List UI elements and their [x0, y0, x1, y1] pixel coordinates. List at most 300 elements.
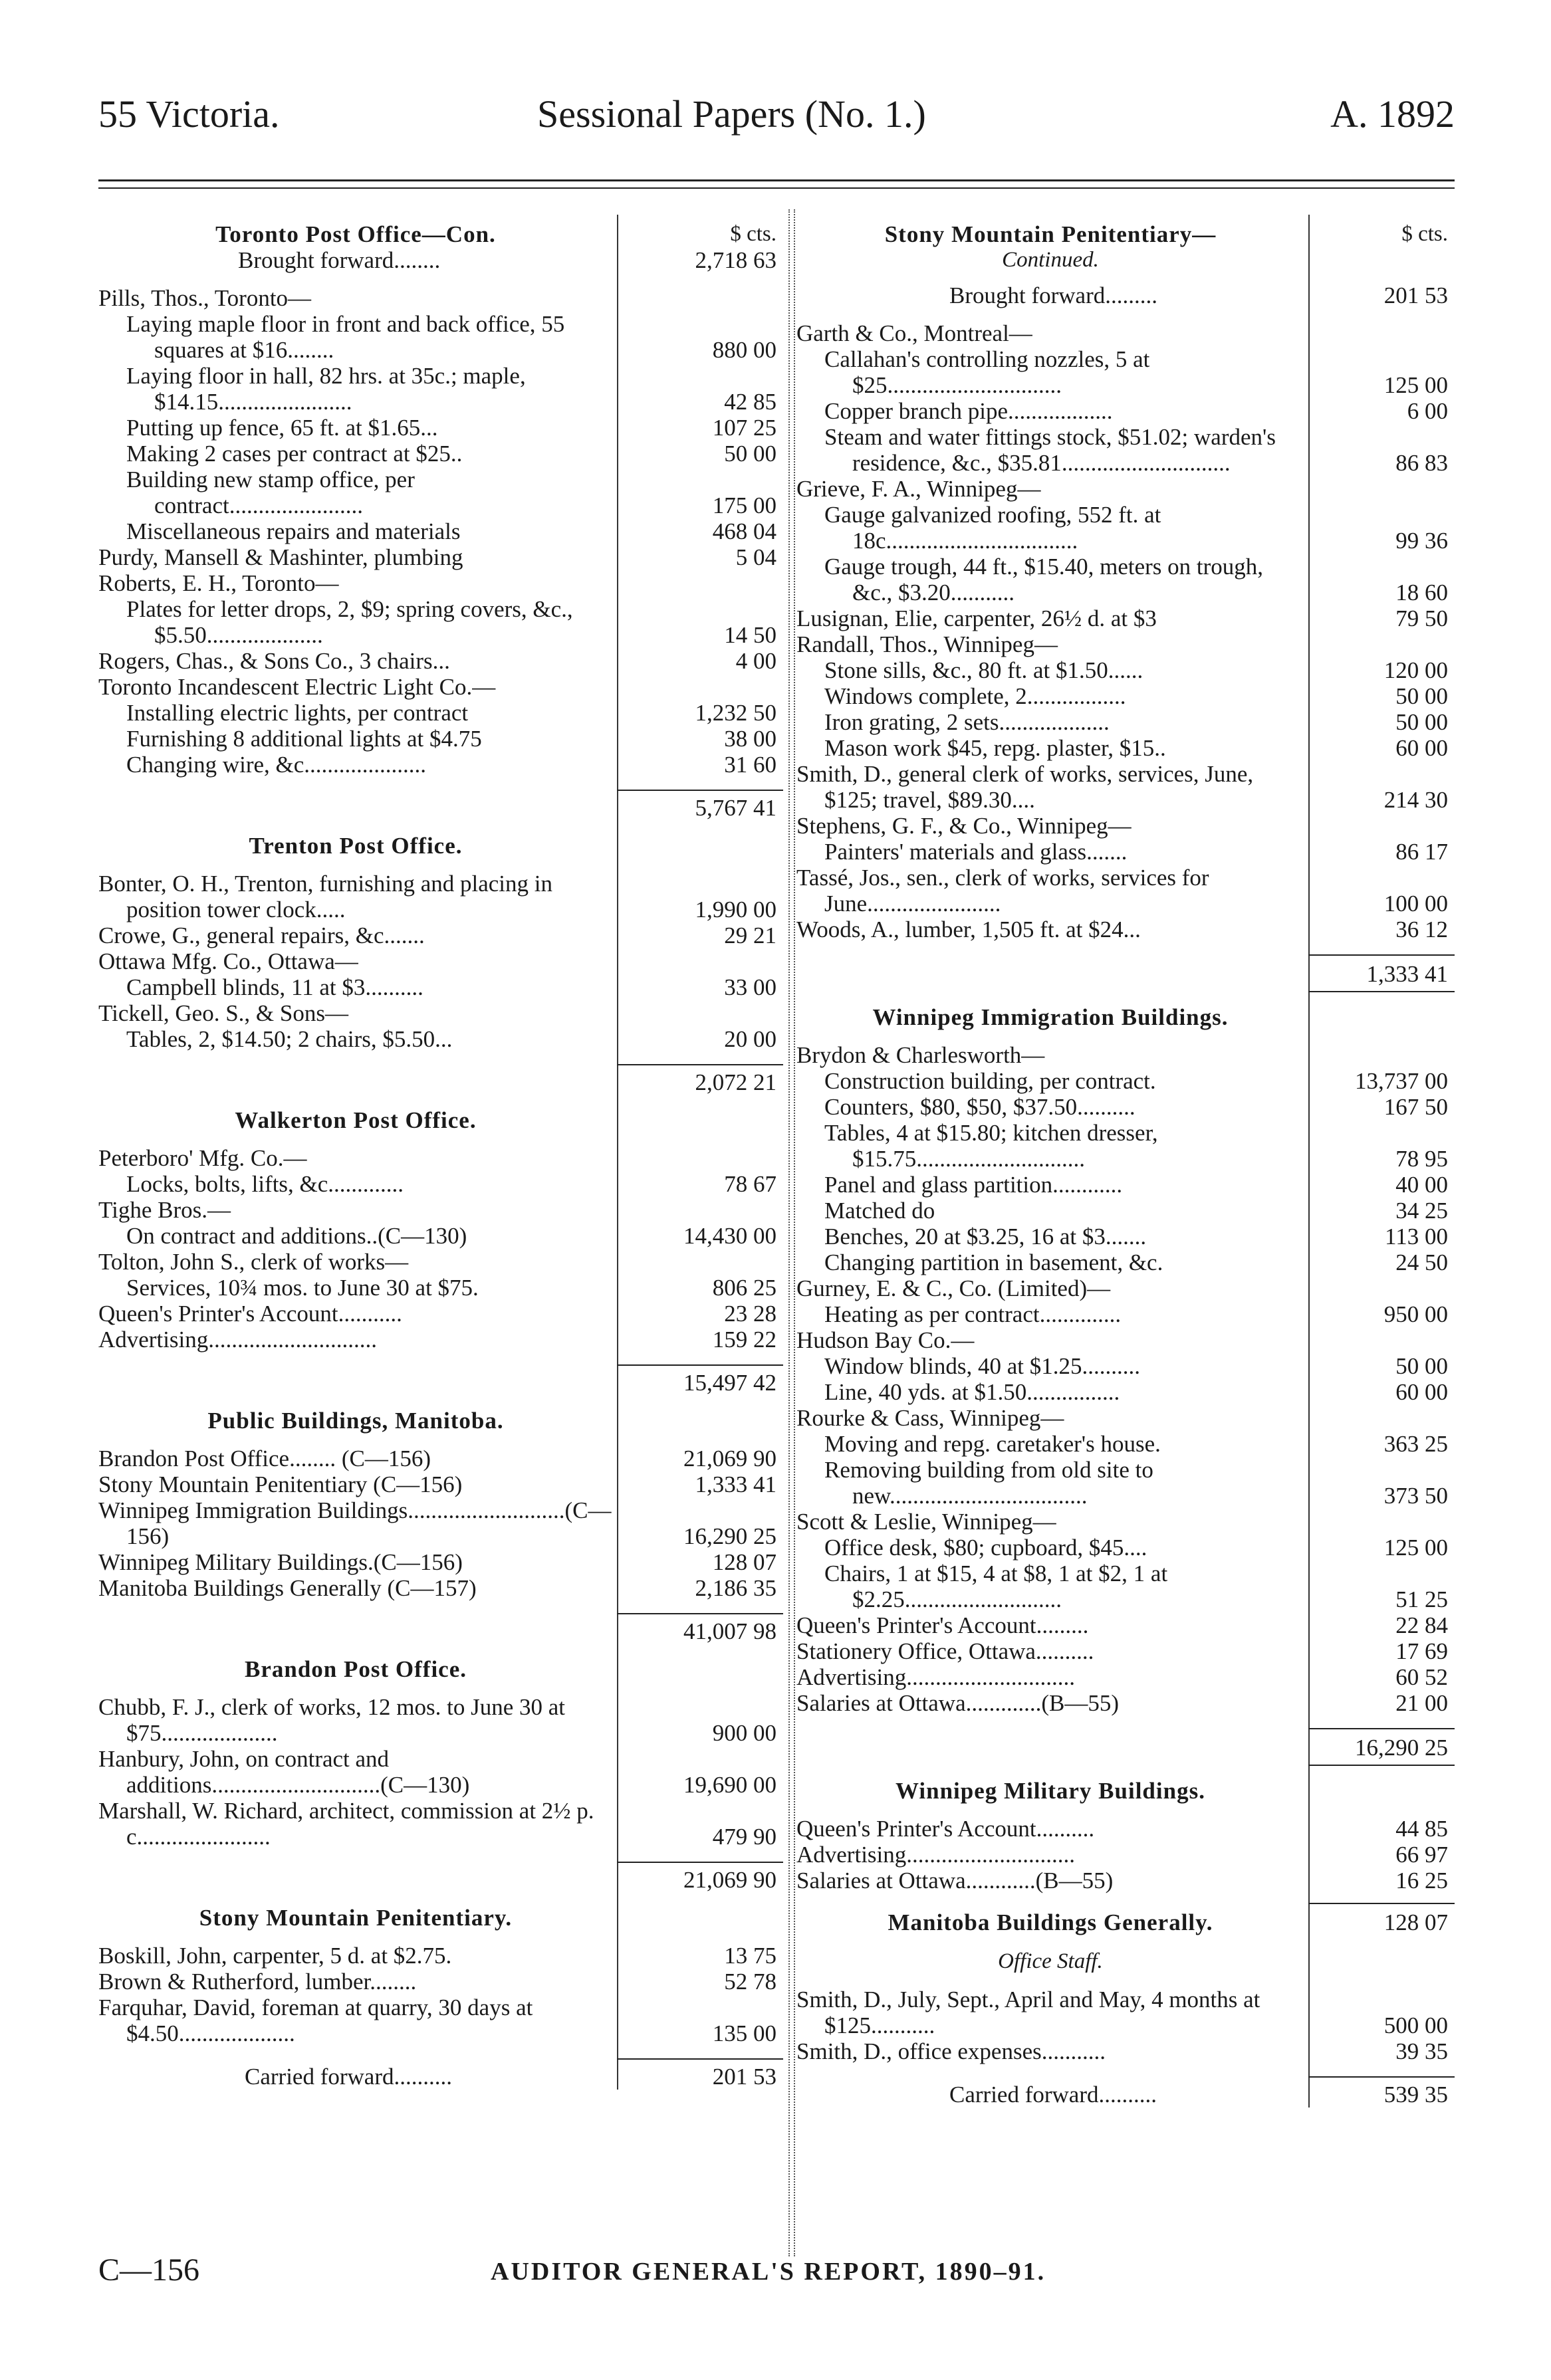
ledger-entry: [796, 554, 1455, 605]
entry-amount: 24 50: [1395, 1249, 1448, 1275]
ledger-entry: [796, 1868, 1455, 1893]
ledger-entry: [796, 1224, 1455, 1249]
carried-forward-row: [98, 2058, 783, 2090]
entry-description: Stony Mountain Penitentiary (C—156): [98, 1471, 463, 1497]
ledger-entry: [796, 424, 1455, 476]
section-subheading: Office Staff.: [998, 1949, 1103, 1973]
entry-amount: 18 60: [1395, 580, 1448, 605]
stony-entries: [98, 1943, 783, 2046]
ledger-entry: [796, 1379, 1455, 1405]
ledger-entry: [796, 1612, 1455, 1638]
entry-description: Crowe, G., general repairs, &c.......: [98, 922, 425, 948]
ledger-entry: [98, 1026, 783, 1052]
entry-amount: 60 00: [1395, 735, 1448, 761]
entry-amount: 13 75: [724, 1943, 776, 1969]
entry-description: Woods, A., lumber, 1,505 ft. at $24...: [796, 917, 1141, 942]
entry-description: Salaries at Ottawa.............(B—55): [796, 1690, 1120, 1716]
ledger-entry: [98, 596, 783, 648]
ledger-entry: [98, 1969, 783, 1995]
entry-description: Furnishing 8 additional lights at $4.75: [126, 726, 482, 752]
entry-description: Boskill, John, carpenter, 5 d. at $2.75.: [98, 1943, 452, 1969]
ledger-entry: [796, 2038, 1455, 2064]
ledger-entry: [796, 398, 1455, 424]
entry-description: Changing partition in basement, &c.: [824, 1249, 1163, 1275]
entry-description: Roberts, E. H., Toronto—: [98, 570, 339, 596]
ledger-entry: [796, 1405, 1455, 1431]
section-total-row: [796, 1728, 1455, 1766]
carried-forward-label: Carried forward..........: [245, 2064, 452, 2090]
entry-description: Hudson Bay Co.—: [796, 1327, 975, 1353]
entry-description: Purdy, Mansell & Mashinter, plumbing: [98, 544, 463, 570]
entry-amount: 34 25: [1395, 1198, 1448, 1224]
entry-description: Iron grating, 2 sets...................: [824, 709, 1110, 735]
entry-description: Mason work $45, repg. plaster, $15..: [824, 735, 1166, 761]
entry-amount: 373 50: [1383, 1483, 1448, 1509]
entry-description: Tickell, Geo. S., & Sons—: [98, 1000, 348, 1026]
entry-amount: 120 00: [1383, 657, 1448, 683]
entry-description: Smith, D., general clerk of works, services, June, $125; travel, $89.30....: [796, 761, 1254, 813]
entry-amount: 175 00: [712, 492, 776, 518]
section-header-row: [98, 1408, 783, 1434]
entry-description: Brydon & Charlesworth—: [796, 1042, 1045, 1068]
entry-amount: 60 52: [1395, 1664, 1448, 1690]
entry-description: Queen's Printer's Account.........: [796, 1612, 1089, 1638]
entry-amount: 113 00: [1385, 1224, 1448, 1249]
entry-description: Tables, 2, $14.50; 2 chairs, $5.50...: [126, 1026, 453, 1052]
brandon-entries: [98, 1694, 783, 1850]
entry-description: Changing wire, &c.....................: [126, 752, 427, 778]
section-header-row: [796, 1903, 1455, 1935]
entry-amount: 39 35: [1395, 2038, 1448, 2064]
section-total-row: [98, 1064, 783, 1095]
section-heading: Winnipeg Military Buildings.: [895, 1778, 1205, 1804]
section-header-row: [796, 1004, 1455, 1030]
ledger-entry: [796, 1816, 1455, 1842]
entry-description: Construction building, per contract.: [824, 1068, 1156, 1094]
entry-description: Randall, Thos., Winnipeg—: [796, 631, 1058, 657]
entry-amount: 125 00: [1383, 372, 1448, 398]
stony-continued-entries: [796, 320, 1455, 942]
entry-amount: 66 97: [1395, 1842, 1448, 1868]
entry-description: Pills, Thos., Toronto—: [98, 285, 312, 311]
military-entries: [796, 1816, 1455, 1893]
entry-description: Smith, D., July, Sept., April and May, 4 months at $125...........: [796, 1987, 1260, 2038]
brought-forward-row: [796, 282, 1455, 308]
entry-description: Chubb, F. J., clerk of works, 12 mos. to June 30 at $75....................: [98, 1694, 566, 1746]
ledger-entry: [98, 726, 783, 752]
ledger-entry: [98, 1327, 783, 1352]
section-total: 21,069 90: [617, 1862, 783, 1893]
ledger-entry: [796, 320, 1455, 346]
entry-description: Grieve, F. A., Winnipeg—: [796, 476, 1041, 502]
ledger-entry: [796, 1987, 1455, 2038]
ledger-entry: [796, 1249, 1455, 1275]
ledger-entry: [796, 709, 1455, 735]
ledger-entry: [98, 1497, 783, 1549]
ledger-entry: [98, 1575, 783, 1601]
entry-description: Smith, D., office expenses...........: [796, 2038, 1106, 2064]
entry-description: Tables, 4 at $15.80; kitchen dresser, $15.75.............................: [824, 1120, 1158, 1172]
section-total-row: [98, 1613, 783, 1644]
ledger-entry: [98, 1694, 783, 1746]
entry-description: Marshall, W. Richard, architect, commission at 2½ p. c.......................: [98, 1798, 594, 1850]
section-total: 16,290 25: [1308, 1728, 1455, 1766]
entry-description: Matched do: [824, 1198, 935, 1224]
generally-entries: [796, 1987, 1455, 2064]
section-total: 15,497 42: [617, 1364, 783, 1396]
ledger-entry: [796, 1198, 1455, 1224]
section-total-row: [796, 954, 1455, 992]
section-heading: Winnipeg Immigration Buildings.: [872, 1004, 1229, 1030]
carried-forward-amount: 201 53: [617, 2058, 783, 2090]
entry-description: Building new stamp office, per contract.......................: [126, 467, 415, 518]
page-footer: [98, 2252, 1455, 2298]
entry-amount: 17 69: [1395, 1638, 1448, 1664]
ledger-entry: [796, 631, 1455, 657]
entry-description: Gauge trough, 44 ft., $15.40, meters on trough, &c., $3.20...........: [824, 554, 1264, 605]
currency-label: $ cts.: [730, 222, 776, 246]
walkerton-entries: [98, 1145, 783, 1352]
ledger-entry: [796, 683, 1455, 709]
ledger-entry: [796, 1535, 1455, 1561]
ledger-entry: [796, 1690, 1455, 1716]
section-total-row: [98, 790, 783, 821]
ledger-entry: [796, 735, 1455, 761]
header-rule: [98, 179, 1455, 181]
entry-description: Painters' materials and glass.......: [824, 839, 1128, 865]
ledger-entry: [98, 415, 783, 441]
brought-forward-label: Brought forward........: [238, 247, 441, 273]
section-heading: Stony Mountain Penitentiary.: [199, 1905, 513, 1931]
entry-description: Stephens, G. F., & Co., Winnipeg—: [796, 813, 1132, 839]
entry-description: Winnipeg Immigration Buildings...........................(C—156): [98, 1497, 612, 1549]
section-heading: Brandon Post Office.: [244, 1656, 467, 1682]
public-buildings-entries: [98, 1446, 783, 1601]
section-header-row: [796, 1778, 1455, 1804]
ledger-entry: [98, 1301, 783, 1327]
entry-description: Farquhar, David, foreman at quarry, 30 days at $4.50....................: [98, 1995, 533, 2046]
entry-description: Moving and repg. caretaker's house.: [824, 1431, 1161, 1457]
section-header-row: [98, 833, 783, 859]
ledger-entry: [98, 1549, 783, 1575]
entry-description: Campbell blinds, 11 at $3..........: [126, 974, 423, 1000]
trenton-entries: [98, 871, 783, 1052]
ledger-entry: [98, 700, 783, 726]
header-series: Sessional Papers (No. 1.): [537, 92, 926, 136]
section-total-row: [98, 1364, 783, 1396]
ledger-entry: [98, 648, 783, 674]
entry-description: Bonter, O. H., Trenton, furnishing and placing in position tower clock.....: [98, 871, 552, 922]
entry-description: Office desk, $80; cupboard, $45....: [824, 1535, 1147, 1561]
ledger-entry: [796, 1094, 1455, 1120]
entry-description: Callahan's controlling nozzles, 5 at $25..............................: [824, 346, 1150, 398]
ledger-entry: [98, 752, 783, 778]
ledger-entry: [796, 1457, 1455, 1509]
ledger-entry: [98, 467, 783, 518]
ledger-entry: [796, 813, 1455, 839]
entry-amount: 78 95: [1395, 1146, 1448, 1172]
ledger-entry: [98, 570, 783, 596]
header-year: A. 1892: [1330, 92, 1455, 136]
section-header-row: [98, 1905, 783, 1931]
entry-amount: 52 78: [724, 1969, 776, 1995]
ledger-entry: [98, 1798, 783, 1850]
entry-amount: 135 00: [712, 2020, 776, 2046]
brought-forward-amount: 201 53: [1383, 282, 1448, 308]
entry-description: Window blinds, 40 at $1.25..........: [824, 1353, 1140, 1379]
ledger-entry: [98, 441, 783, 467]
entry-amount: 78 67: [724, 1171, 776, 1197]
left-column: [98, 209, 783, 2090]
entry-description: Services, 10¾ mos. to June 30 at $75.: [126, 1275, 479, 1301]
entry-description: Installing electric lights, per contract: [126, 700, 469, 726]
section-subheading: Continued.: [1002, 248, 1099, 272]
entry-description: Advertising.............................: [796, 1664, 1076, 1690]
entry-amount: 86 17: [1395, 839, 1448, 865]
section-header-row: [98, 1656, 783, 1682]
ledger-entry: [98, 922, 783, 948]
entry-description: Brown & Rutherford, lumber........: [98, 1969, 417, 1995]
ledger-entry: [98, 948, 783, 974]
entry-description: Copper branch pipe..................: [824, 398, 1113, 424]
entry-description: Tighe Bros.—: [98, 1197, 231, 1223]
entry-description: Ottawa Mfg. Co., Ottawa—: [98, 948, 358, 974]
header-volume: 55 Victoria.: [98, 92, 280, 136]
entry-amount: 167 50: [1383, 1094, 1448, 1120]
entry-description: Scott & Leslie, Winnipeg—: [796, 1509, 1056, 1535]
entry-amount: 159 22: [712, 1327, 776, 1352]
entry-description: Salaries at Ottawa............(B—55): [796, 1868, 1114, 1893]
entry-description: Panel and glass partition............: [824, 1172, 1123, 1198]
entry-amount: 50 00: [724, 441, 776, 467]
ledger-entry: [796, 1509, 1455, 1535]
section-heading: Stony Mountain Penitentiary—: [884, 221, 1217, 247]
entry-description: Counters, $80, $50, $37.50..........: [824, 1094, 1135, 1120]
entry-description: Rogers, Chas., & Sons Co., 3 chairs...: [98, 648, 450, 674]
entry-amount: 1,990 00: [695, 897, 776, 922]
section-heading: Public Buildings, Manitoba.: [207, 1408, 504, 1434]
entry-description: Putting up fence, 65 ft. at $1.65...: [126, 415, 438, 441]
section-total: 1,333 41: [1308, 954, 1455, 992]
ledger-entry: [796, 1638, 1455, 1664]
entry-description: On contract and additions..(C—130): [126, 1223, 467, 1249]
footer-page-code: C—156: [98, 2252, 200, 2288]
entry-amount: 60 00: [1395, 1379, 1448, 1405]
section-subheading-row: [796, 1949, 1455, 1975]
section-total: 5,767 41: [617, 790, 783, 821]
section-total-row: [98, 1862, 783, 1893]
section-heading: Manitoba Buildings Generally.: [888, 1909, 1213, 1935]
ledger-entry: [98, 1000, 783, 1026]
brought-forward-amount: 2,718 63: [695, 247, 776, 273]
right-column: [796, 209, 1455, 2108]
section-heading: Toronto Post Office—Con.: [215, 221, 496, 247]
entry-amount: 1,333 41: [695, 1471, 776, 1497]
entry-amount: 468 04: [712, 518, 776, 544]
entry-amount: 479 90: [712, 1824, 776, 1850]
entry-amount: 14,430 00: [683, 1223, 776, 1249]
entry-description: Making 2 cases per contract at $25..: [126, 441, 463, 467]
entry-description: Laying floor in hall, 82 hrs. at 35c.; maple, $14.15.......................: [126, 363, 526, 415]
ledger-entry: [796, 657, 1455, 683]
entry-amount: 21,069 90: [683, 1446, 776, 1471]
entry-amount: 50 00: [1395, 1353, 1448, 1379]
entry-amount: 40 00: [1395, 1172, 1448, 1198]
entry-amount: 500 00: [1383, 2012, 1448, 2038]
ledger-entry: [796, 1172, 1455, 1198]
section-heading: Walkerton Post Office.: [235, 1107, 477, 1133]
entry-amount: 50 00: [1395, 683, 1448, 709]
entry-amount: 99 36: [1395, 528, 1448, 554]
ledger-entry: [796, 1327, 1455, 1353]
brought-forward-row: [98, 247, 783, 273]
ledger-entry: [98, 1145, 783, 1171]
entry-amount: 38 00: [724, 726, 776, 752]
entry-amount: 880 00: [712, 337, 776, 363]
ledger-entry: [796, 1068, 1455, 1094]
entry-amount: 22 84: [1395, 1612, 1448, 1638]
entry-description: Stone sills, &c., 80 ft. at $1.50......: [824, 657, 1143, 683]
ledger-entry: [98, 1197, 783, 1223]
section-subheading-row: [796, 247, 1455, 273]
entry-description: Steam and water fittings stock, $51.02; warden's residence, &c., $35.81.............................: [824, 424, 1276, 476]
ledger-entry: [98, 1249, 783, 1275]
entry-description: Winnipeg Military Buildings.(C—156): [98, 1549, 463, 1575]
ledger-entry: [98, 1446, 783, 1471]
carried-forward-label: Carried forward..........: [949, 2082, 1157, 2108]
column-divider: [788, 209, 795, 2256]
ledger-entry: [796, 761, 1455, 813]
ledger-entry: [796, 476, 1455, 502]
ledger-entry: [98, 363, 783, 415]
ledger-entry: [98, 518, 783, 544]
ledger-entry: [796, 1842, 1455, 1868]
ledger-entry: [98, 674, 783, 700]
entry-amount: 6 00: [1407, 398, 1448, 424]
entry-description: Windows complete, 2.................: [824, 683, 1126, 709]
entry-description: Miscellaneous repairs and materials: [126, 518, 461, 544]
ledger-entry: [98, 1995, 783, 2046]
toronto-entries: [98, 285, 783, 778]
entry-description: Tolton, John S., clerk of works—: [98, 1249, 409, 1275]
entry-amount: 42 85: [724, 389, 776, 415]
entry-amount: 50 00: [1395, 709, 1448, 735]
ledger-entry: [98, 1943, 783, 1969]
entry-amount: 100 00: [1383, 891, 1448, 917]
ledger-columns: [98, 209, 1455, 2256]
entry-description: Queen's Printer's Account..........: [796, 1816, 1095, 1842]
entry-amount: 29 21: [724, 922, 776, 948]
entry-amount: 806 25: [712, 1275, 776, 1301]
entry-description: Toronto Incandescent Electric Light Co.—: [98, 674, 496, 700]
brought-forward-label: Brought forward.........: [949, 282, 1158, 308]
section-total: 128 07: [1308, 1903, 1455, 1935]
entry-amount: 1,232 50: [695, 700, 776, 726]
entry-description: Advertising.............................: [796, 1842, 1076, 1868]
ledger-entry: [796, 839, 1455, 865]
ledger-entry: [98, 1746, 783, 1798]
ledger-entry: [796, 865, 1455, 917]
currency-label: $ cts.: [1401, 222, 1448, 246]
section-total: 2,072 21: [617, 1064, 783, 1095]
entry-description: Locks, bolts, lifts, &c.............: [126, 1171, 404, 1197]
entry-amount: 79 50: [1395, 605, 1448, 631]
entry-amount: 23 28: [724, 1301, 776, 1327]
ledger-entry: [98, 1223, 783, 1249]
entry-description: Garth & Co., Montreal—: [796, 320, 1032, 346]
ledger-entry: [796, 1561, 1455, 1612]
ledger-entry: [796, 346, 1455, 398]
ledger-entry: [796, 502, 1455, 554]
entry-amount: 51 25: [1395, 1586, 1448, 1612]
ledger-entry: [98, 974, 783, 1000]
entry-description: Removing building from old site to new..................................: [824, 1457, 1153, 1509]
section-header-row: [98, 1107, 783, 1133]
entry-amount: 4 00: [735, 648, 776, 674]
entry-description: Gurney, E. & C., Co. (Limited)—: [796, 1275, 1111, 1301]
entry-description: Queen's Printer's Account...........: [98, 1301, 402, 1327]
entry-description: Line, 40 yds. at $1.50................: [824, 1379, 1120, 1405]
ledger-entry: [98, 1275, 783, 1301]
ledger-entry: [796, 1664, 1455, 1690]
entry-description: Peterboro' Mfg. Co.—: [98, 1145, 307, 1171]
ledger-entry: [98, 285, 783, 311]
ledger-entry: [796, 1275, 1455, 1301]
entry-amount: 19,690 00: [683, 1772, 776, 1798]
entry-amount: 125 00: [1383, 1535, 1448, 1561]
ledger-entry: [98, 871, 783, 922]
entry-description: Laying maple floor in front and back office, 55 squares at $16........: [126, 311, 565, 363]
section-total: 41,007 98: [617, 1613, 783, 1644]
entry-description: Hanbury, John, on contract and additions.............................(C—130): [98, 1746, 470, 1798]
carried-forward-amount: 539 35: [1308, 2076, 1455, 2108]
entry-amount: 14 50: [724, 622, 776, 648]
section-header-row: [98, 221, 783, 247]
entry-amount: 128 07: [712, 1549, 776, 1575]
entry-amount: 33 00: [724, 974, 776, 1000]
entry-description: Tassé, Jos., sen., clerk of works, services for June.......................: [796, 865, 1209, 917]
entry-description: Chairs, 1 at $15, 4 at $8, 1 at $2, 1 at $2.25...........................: [824, 1561, 1168, 1612]
ledger-entry: [796, 917, 1455, 942]
ledger-entry: [796, 1042, 1455, 1068]
entry-description: Manitoba Buildings Generally (C—157): [98, 1575, 477, 1601]
entry-amount: 36 12: [1395, 917, 1448, 942]
entry-amount: 950 00: [1383, 1301, 1448, 1327]
entry-amount: 5 04: [735, 544, 776, 570]
entry-amount: 13,737 00: [1355, 1068, 1448, 1094]
ledger-entry: [98, 1471, 783, 1497]
ledger-entry: [796, 1353, 1455, 1379]
entry-description: Heating as per contract..............: [824, 1301, 1122, 1327]
ledger-entry: [796, 1120, 1455, 1172]
section-heading: Trenton Post Office.: [249, 833, 463, 859]
footer-report-title: AUDITOR GENERAL'S REPORT, 1890–91.: [491, 2258, 1046, 2286]
entry-description: Rourke & Cass, Winnipeg—: [796, 1405, 1064, 1431]
entry-description: Benches, 20 at $3.25, 16 at $3.......: [824, 1224, 1147, 1249]
entry-amount: 107 25: [712, 415, 776, 441]
entry-amount: 44 85: [1395, 1816, 1448, 1842]
entry-amount: 86 83: [1395, 450, 1448, 476]
ledger-entry: [796, 1431, 1455, 1457]
entry-amount: 363 25: [1383, 1431, 1448, 1457]
section-header-row: [796, 221, 1455, 247]
page-header: [98, 92, 1455, 145]
immigration-entries: [796, 1042, 1455, 1716]
ledger-entry: [796, 1301, 1455, 1327]
entry-amount: 21 00: [1395, 1690, 1448, 1716]
entry-description: Gauge galvanized roofing, 552 ft. at 18c.................................: [824, 502, 1161, 554]
carried-forward-row: [796, 2076, 1455, 2108]
